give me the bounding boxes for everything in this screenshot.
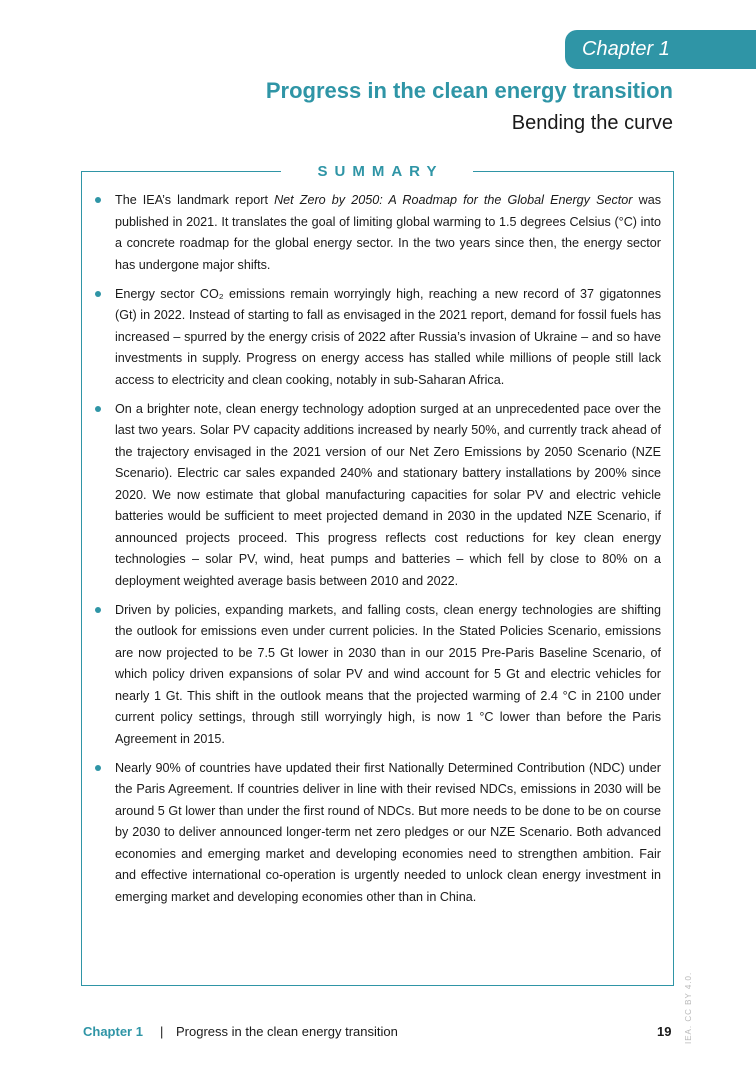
report-title: Net Zero by 2050: A Roadmap for the Global Energy Sector <box>274 193 633 207</box>
summary-heading: SUMMARY <box>281 161 473 183</box>
footer-separator: | <box>160 1024 164 1039</box>
bullet-1-text-start: The IEA’s landmark report <box>115 193 275 207</box>
summary-bullet-3: On a brighter note, clean energy technology adoption surged at an unprecedented pace over the last two years. Solar PV capacity additions increased by nearly 50%, and currently track ahead of the trajectory envisaged in the 2021 version of our Net Zero Emissions by 2050 Scenario (NZE Scenario). Electric car sales expanded 240% and stationary battery installations by 200% since 2020. We now estimate that global manufacturing capacities for solar PV and electric vehicle batteries would be sufficient to meet projected demand in 2030 in the updated NZE Scenario, if announced projects proceed. This progress reflects cost reductions for key clean energy technologies – solar PV, wind, heat pumps and batteries – which fell by close to 80% on a deployment weighted average basis between 2010 and 2022. <box>93 399 661 593</box>
summary-bullet-4: Driven by policies, expanding markets, and falling costs, clean energy technologies are shifting the outlook for emissions even under current policies. In the Stated Policies Scenario, emissions are now projected to be 7.5 Gt lower in 2030 than in our 2015 Pre-Paris Baseline Scenario, of which policy driven expansions of solar PV and wind account for 5 Gt and electric vehicles for nearly 1 Gt. This shift in the outlook means that the projected warming of 2.4 °C in 2100 under current policy settings, through still worryingly high, is now 1 °C lower than before the Paris Agreement in 2015. <box>93 600 661 751</box>
footer-chapter: Chapter 1 <box>83 1024 143 1039</box>
summary-bullet-list <box>93 190 661 916</box>
page-title: Progress in the clean energy transition <box>265 78 673 103</box>
summary-bullet-1 <box>93 190 661 276</box>
summary-bullet-2: Energy sector CO₂ emissions remain worryingly high, reaching a new record of 37 gigatonnes (Gt) in 2022. Instead of starting to fall as envisaged in the 2021 report, demand for fossil fuels has increased – spurred by the energy crisis of 2022 after Russia’s invasion of Ukraine – and so have investments in supply. Progress on energy access has stalled while millions of people still lack access to electricity and clean cooking, notably in sub-Saharan Africa. <box>93 284 661 392</box>
chapter-tab: Chapter 1 <box>565 30 756 69</box>
page-number: 19 <box>657 1024 672 1039</box>
summary-bullet-5: Nearly 90% of countries have updated their first Nationally Determined Contribution (NDC) under the Paris Agreement. If countries deliver in line with their revised NDCs, emissions in 2030 will be around 5 Gt lower than under the first round of NDCs. But more needs to be done to be on course by 2030 to deliver announced longer-term net zero pledges or our NZE Scenario. Both advanced economies and emerging market and developing economies need to strengthen ambition. Fair and effective international co-operation is urgently needed to unlock clean energy investment in emerging market and developing economies other than in China. <box>93 758 661 909</box>
bullet-1-text-end: was published in 2021. It translates the goal of limiting global warming to 1.5 degrees Celsius (°C) into a concrete roadmap for the global energy sector. In the two years since then, the energy sector has undergone major shifts. <box>115 193 661 272</box>
footer-title: Progress in the clean energy transition <box>176 1024 398 1039</box>
license-note: IEA. CC BY 4.0. <box>684 971 693 1044</box>
page-subtitle: Bending the curve <box>511 112 673 134</box>
